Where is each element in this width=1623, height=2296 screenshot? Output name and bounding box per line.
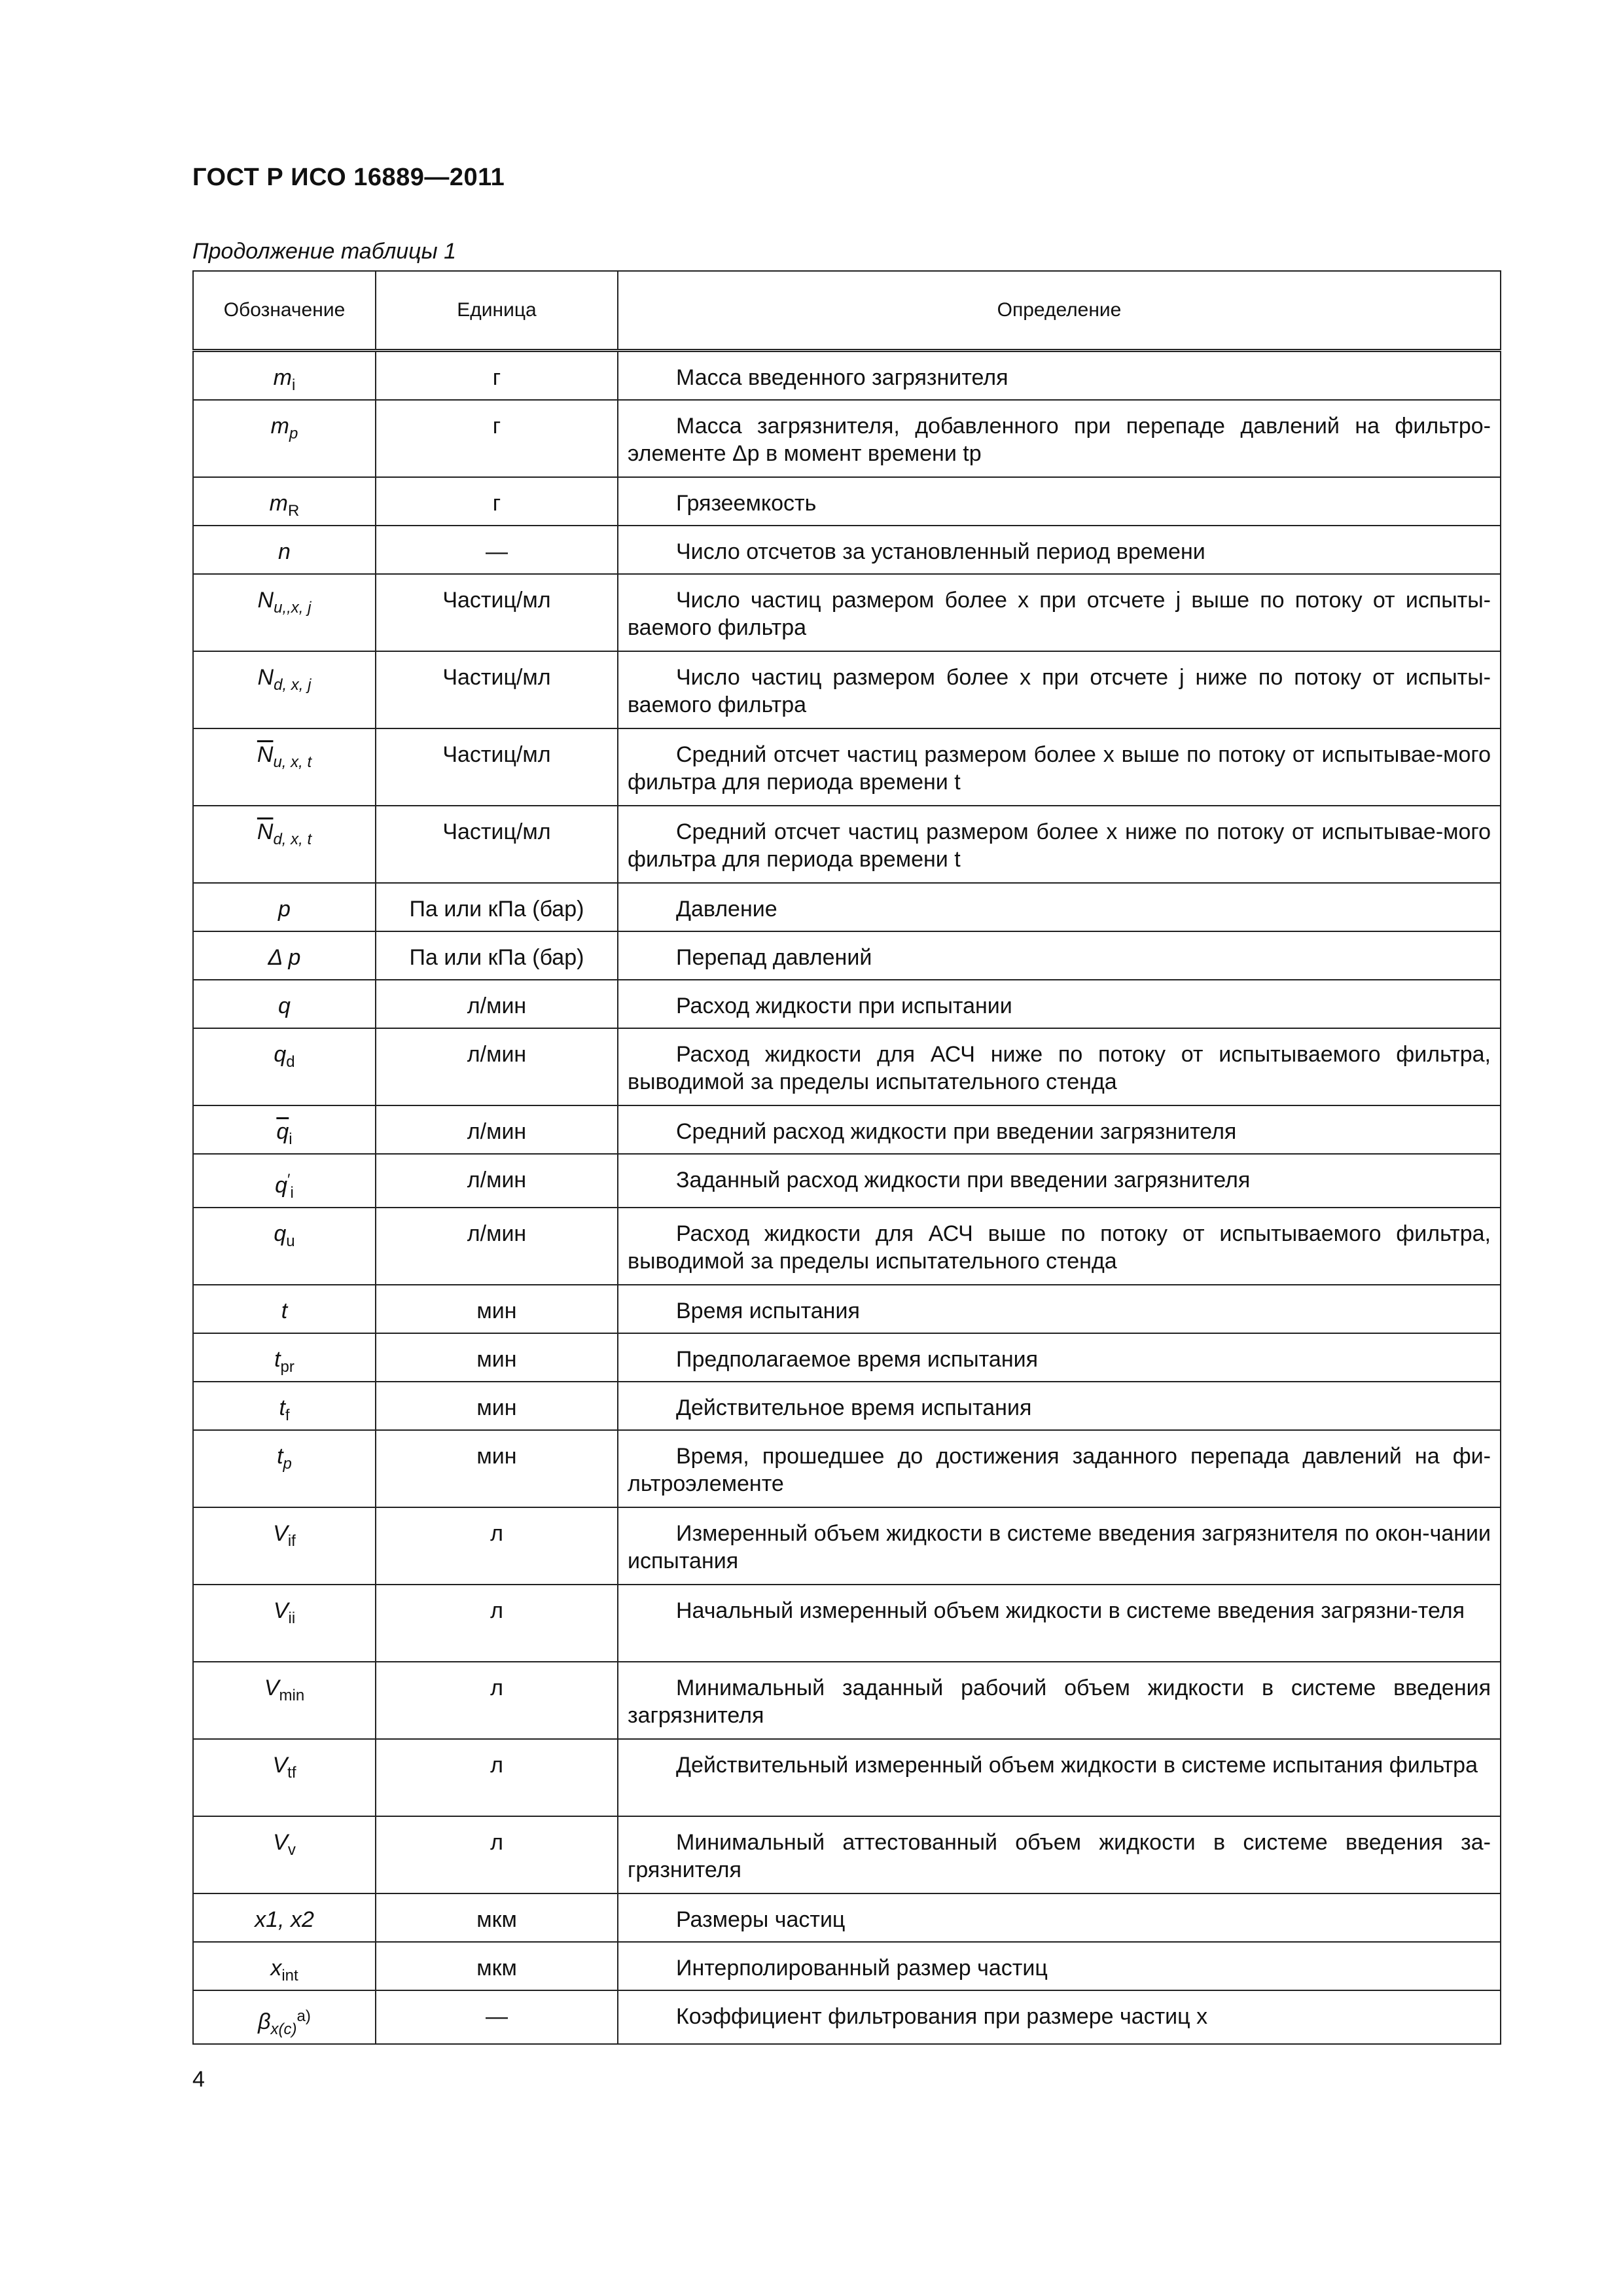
definition-cell: [618, 1662, 1501, 1739]
symbol-subscript: if: [287, 1532, 296, 1550]
column-header-definition: Определение: [618, 271, 1501, 351]
symbol-cell: [193, 351, 376, 401]
definition-cell: [618, 1990, 1501, 2044]
unit-cell: мкм: [376, 1942, 618, 1990]
table-header-row: [193, 271, 1501, 351]
symbol-text: q: [275, 1173, 288, 1198]
symbol-subscript: p: [283, 1455, 292, 1473]
definition-text: Средний отсчет частиц размером более x ниже по потоку от испытывае-мого фильтра для периода времени t: [628, 819, 1491, 872]
definition-text: Заданный расход жидкости при введении загрязнителя: [676, 1168, 1251, 1193]
symbol-subscript: d, x, j: [274, 676, 312, 694]
table-row: [193, 1739, 1501, 1816]
unit-cell: л: [376, 1507, 618, 1585]
definition-cell: [618, 1585, 1501, 1662]
unit-cell: Частиц/мл: [376, 806, 618, 883]
definition-text: Начальный измеренный объем жидкости в системе введения загрязни-теля: [676, 1598, 1465, 1623]
symbol-subscript: p: [289, 425, 298, 442]
definition-cell: [618, 1285, 1501, 1333]
symbol-text: V: [264, 1676, 279, 1700]
symbol-cell: [193, 806, 376, 883]
symbol-subscript: f: [285, 1407, 290, 1424]
symbol-cell: [193, 931, 376, 980]
definition-cell: [618, 1942, 1501, 1990]
definition-text: Минимальный заданный рабочий объем жидкости в системе введения загрязнителя: [628, 1676, 1491, 1728]
symbol-text: Δ p: [268, 945, 301, 970]
symbol-cell: [193, 883, 376, 931]
unit-cell: л: [376, 1739, 618, 1816]
table-row: [193, 1333, 1501, 1382]
unit-cell: —: [376, 1990, 618, 2044]
definition-text: Время, прошедшее до достижения заданного перепада давлений на фи-льтроэлементе: [628, 1444, 1491, 1496]
definition-text: Средний отсчет частиц размером более x выше по потоку от испытывае-мого фильтра для периода времени t: [628, 742, 1491, 795]
symbol-text: x1, x2: [255, 1907, 314, 1932]
symbol-cell: [193, 1105, 376, 1154]
symbol-cell: [193, 728, 376, 806]
definition-cell: [618, 1739, 1501, 1816]
table-row: [193, 1382, 1501, 1430]
table-row: [193, 728, 1501, 806]
unit-cell: л: [376, 1585, 618, 1662]
symbol-text: q: [278, 994, 291, 1018]
definition-cell: [618, 351, 1501, 401]
definition-text: Действительное время испытания: [676, 1395, 1032, 1420]
symbol-text: V: [273, 1598, 289, 1623]
definition-cell: [618, 574, 1501, 651]
symbol-subscript: pr: [280, 1358, 294, 1376]
symbol-cell: [193, 651, 376, 728]
table-row: [193, 931, 1501, 980]
symbol-cell: [193, 526, 376, 574]
definition-cell: [618, 400, 1501, 477]
table-row: [193, 1507, 1501, 1585]
symbol-subscript: v: [287, 1841, 296, 1859]
definition-text: Давление: [676, 897, 777, 922]
unit-cell: г: [376, 477, 618, 526]
unit-cell: мин: [376, 1333, 618, 1382]
symbol-cell: [193, 1942, 376, 1990]
table-row: [193, 1893, 1501, 1942]
definition-cell: [618, 1816, 1501, 1893]
symbol-text: t: [281, 1299, 288, 1323]
table-row: [193, 1816, 1501, 1893]
definition-text: Измеренный объем жидкости в системе введения загрязнителя по окон-чании испытания: [628, 1521, 1491, 1573]
symbol-text: N: [257, 665, 274, 690]
symbol-cell: [193, 574, 376, 651]
symbol-text: t: [274, 1347, 281, 1372]
symbol-subscript: i: [291, 376, 296, 394]
column-header-unit: Единица: [376, 271, 618, 351]
table-row: [193, 351, 1501, 401]
symbol-subscript: R: [287, 502, 300, 520]
unit-cell: л/мин: [376, 1208, 618, 1285]
symbol-subscript: u,,x, j: [274, 599, 312, 617]
definition-text: Число отсчетов за установленный период времени: [676, 539, 1205, 564]
definition-text: Масса введенного загрязнителя: [676, 365, 1008, 390]
symbol-cell: [193, 477, 376, 526]
symbol-cell: [193, 1382, 376, 1430]
unit-cell: мкм: [376, 1893, 618, 1942]
definition-cell: [618, 1028, 1501, 1105]
definition-cell: [618, 1382, 1501, 1430]
symbol-cell: [193, 1208, 376, 1285]
table-body: [193, 351, 1501, 2045]
symbol-text: V: [272, 1753, 288, 1778]
unit-cell: мин: [376, 1382, 618, 1430]
symbol-text: $\overline{q}$: [276, 1119, 289, 1144]
unit-cell: г: [376, 400, 618, 477]
definition-text: Предполагаемое время испытания: [676, 1347, 1039, 1372]
table-row: [193, 1990, 1501, 2044]
table-row: [193, 806, 1501, 883]
symbol-subscript: u, x, t: [273, 753, 312, 771]
definition-text: Грязеемкость: [676, 491, 817, 516]
symbol-cell: [193, 980, 376, 1028]
symbol-text: p: [278, 897, 291, 922]
unit-cell: —: [376, 526, 618, 574]
definition-cell: [618, 806, 1501, 883]
definition-text: Средний расход жидкости при введении загрязнителя: [676, 1119, 1237, 1144]
table-row: [193, 574, 1501, 651]
symbol-text: t: [277, 1444, 283, 1469]
table-row: [193, 1208, 1501, 1285]
definition-cell: [618, 526, 1501, 574]
symbol-cell: [193, 1430, 376, 1507]
unit-cell: л: [376, 1816, 618, 1893]
symbol-text: V: [273, 1830, 288, 1855]
symbol-cell: [193, 1739, 376, 1816]
definition-cell: [618, 980, 1501, 1028]
symbol-text: β: [258, 2009, 271, 2034]
symbols-table: [192, 270, 1501, 2045]
unit-cell: Па или кПа (бар): [376, 883, 618, 931]
definition-text: Перепад давлений: [676, 945, 872, 970]
symbol-subscript: d: [286, 1053, 295, 1071]
definition-text: Минимальный аттестованный объем жидкости в системе введения за-грязнителя: [628, 1830, 1491, 1882]
definition-text: Действительный измеренный объем жидкости в системе испытания фильтра: [676, 1753, 1478, 1778]
symbol-subscript: min: [279, 1687, 305, 1704]
unit-cell: л/мин: [376, 980, 618, 1028]
definition-text: Расход жидкости при испытании: [676, 994, 1012, 1018]
definition-text: Расход жидкости для АСЧ выше по потоку от испытываемого фильтра, выводимой за пределы испытательного стенда: [628, 1221, 1491, 1274]
definition-text: Размеры частиц: [676, 1907, 846, 1932]
symbol-subscript: i: [289, 1130, 293, 1148]
unit-cell: Частиц/мл: [376, 651, 618, 728]
symbol-text: q: [274, 1221, 287, 1246]
symbol-cell: [193, 1154, 376, 1208]
unit-cell: мин: [376, 1285, 618, 1333]
table-row: [193, 1430, 1501, 1507]
unit-cell: л/мин: [376, 1154, 618, 1208]
definition-cell: [618, 1154, 1501, 1208]
symbol-subscript: int: [281, 1967, 298, 1984]
symbol-subscript: u: [286, 1232, 295, 1250]
symbol-text: V: [273, 1521, 288, 1546]
symbol-cell: [193, 1585, 376, 1662]
definition-cell: [618, 728, 1501, 806]
table-row: [193, 1154, 1501, 1208]
column-header-symbol: Обозначение: [193, 271, 376, 351]
unit-cell: л/мин: [376, 1105, 618, 1154]
page-number: 4: [192, 2067, 205, 2092]
symbol-cell: [193, 1990, 376, 2044]
symbol-cell: [193, 1285, 376, 1333]
definition-text: Число частиц размером более x при отсчете j выше по потоку от испыты-ваемого фильтра: [628, 588, 1491, 640]
symbol-cell: [193, 1662, 376, 1739]
symbol-superscript: ′: [287, 1171, 291, 1189]
symbol-cell: [193, 400, 376, 477]
table-row: [193, 651, 1501, 728]
table-row: [193, 1028, 1501, 1105]
table-row: [193, 980, 1501, 1028]
table-row: [193, 526, 1501, 574]
definition-cell: [618, 1430, 1501, 1507]
definition-text: Время испытания: [676, 1299, 860, 1323]
definition-cell: [618, 1507, 1501, 1585]
symbol-subscript: i: [290, 1184, 294, 1202]
definition-text: Расход жидкости для АСЧ ниже по потоку от испытываемого фильтра, выводимой за пределы испытательного стенда: [628, 1042, 1491, 1094]
table-row: [193, 1105, 1501, 1154]
symbol-cell: [193, 1507, 376, 1585]
unit-cell: Частиц/мл: [376, 728, 618, 806]
symbol-cell: [193, 1893, 376, 1942]
unit-cell: л: [376, 1662, 618, 1739]
symbol-text: x: [270, 1956, 282, 1981]
symbol-text: m: [269, 491, 288, 516]
definition-text: Масса загрязнителя, добавленного при перепаде давлений на фильтро-элементе Δp в момент времени tp: [628, 414, 1491, 466]
standard-title: ГОСТ Р ИСО 16889—2011: [192, 164, 505, 191]
definition-text: Интерполированный размер частиц: [676, 1956, 1048, 1981]
definition-cell: [618, 1893, 1501, 1942]
symbol-subscript: x(c): [270, 2020, 297, 2038]
table-row: [193, 1942, 1501, 1990]
definition-cell: [618, 931, 1501, 980]
unit-cell: г: [376, 351, 618, 401]
table-row: [193, 477, 1501, 526]
symbol-subscript: d, x, t: [273, 831, 312, 848]
unit-cell: л/мин: [376, 1028, 618, 1105]
unit-cell: Па или кПа (бар): [376, 931, 618, 980]
table-row: [193, 1285, 1501, 1333]
definition-text: Число частиц размером более x при отсчете j ниже по потоку от испыты-ваемого фильтра: [628, 665, 1491, 717]
symbol-text: n: [278, 539, 291, 564]
definition-cell: [618, 477, 1501, 526]
definition-cell: [618, 883, 1501, 931]
definition-cell: [618, 1208, 1501, 1285]
definition-cell: [618, 1105, 1501, 1154]
symbol-text: N: [257, 588, 274, 613]
symbol-subscript: tf: [287, 1764, 296, 1782]
table-row: [193, 883, 1501, 931]
definition-cell: [618, 651, 1501, 728]
table-row: [193, 400, 1501, 477]
symbol-subscript: ii: [288, 1609, 296, 1627]
symbol-text: $\overline{N}$: [257, 742, 274, 767]
symbol-text: m: [270, 414, 289, 439]
symbol-cell: [193, 1028, 376, 1105]
table-caption: Продолжение таблицы 1: [192, 239, 456, 264]
symbol-text: $\overline{N}$: [257, 819, 274, 844]
table-row: [193, 1585, 1501, 1662]
symbol-cell: [193, 1333, 376, 1382]
symbol-text: q: [274, 1042, 287, 1067]
symbol-superscript: а): [296, 2007, 311, 2025]
definition-cell: [618, 1333, 1501, 1382]
unit-cell: мин: [376, 1430, 618, 1507]
symbol-cell: [193, 1816, 376, 1893]
unit-cell: Частиц/мл: [376, 574, 618, 651]
definition-text: Коэффициент фильтрования при размере частиц x: [676, 2004, 1208, 2029]
symbol-text: t: [279, 1395, 285, 1420]
symbol-text: m: [273, 365, 292, 390]
table-row: [193, 1662, 1501, 1739]
